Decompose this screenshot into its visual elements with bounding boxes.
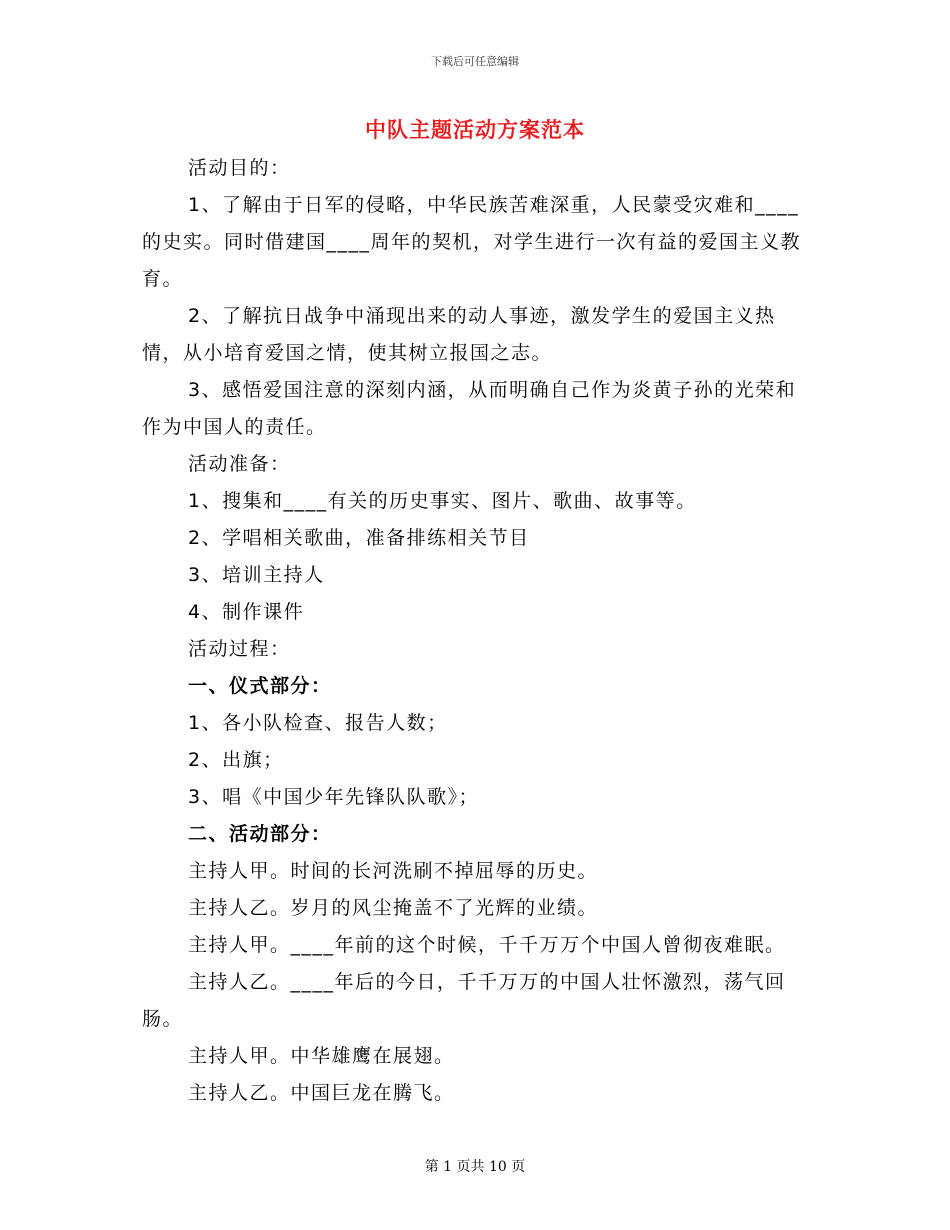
paragraph-purpose-2: 2、了解抗日战争中涌现出来的动人事迹，激发学生的爱国主义热情，从小培育爱国之情，使其树立报国之志。 <box>142 305 776 364</box>
document-body <box>142 150 810 1112</box>
paragraph-ceremony-2: 2、出旗； <box>188 749 284 771</box>
paragraph-purpose-heading: 活动目的： <box>188 157 291 179</box>
paragraph-host-line-5: 主持人甲。中华雄鹰在展翅。 <box>188 1045 455 1067</box>
paragraph-preparation-3: 3、培训主持人 <box>188 564 325 586</box>
paragraph-process-heading: 活动过程： <box>188 638 291 660</box>
paragraph-ceremony-1: 1、各小队检查、报告人数； <box>188 712 448 734</box>
section-heading-ceremony: 一、仪式部分： <box>188 675 332 697</box>
paragraph-host-line-6: 主持人乙。中国巨龙在腾飞。 <box>188 1082 455 1104</box>
paragraph-purpose-1: 1、了解由于日军的侵略，中华民族苦难深重，人民蒙受灾难和____的史实。同时借建国____周年的契机，对学生进行一次有益的爱国主义教育。 <box>142 194 802 290</box>
page-number: 第 1 页共 10 页 <box>424 1159 526 1175</box>
paragraph-preparation-heading: 活动准备： <box>188 453 291 475</box>
paragraph-host-line-1: 主持人甲。时间的长河洗刷不掉屈辱的历史。 <box>188 860 599 882</box>
paragraph-ceremony-3: 3、唱《中国少年先锋队队歌》； <box>188 786 480 808</box>
header-note: 下载后可任意编辑 <box>431 55 519 68</box>
paragraph-host-line-3: 主持人甲。____年前的这个时候，千千万万个中国人曾彻夜难眠。 <box>188 934 786 956</box>
section-heading-activity: 二、活动部分： <box>188 823 332 845</box>
document-title: 中队主题活动方案范本 <box>365 118 585 142</box>
paragraph-host-line-4: 主持人乙。____年后的今日，千千万万的中国人壮怀激烈，荡气回肠。 <box>142 971 786 1030</box>
paragraph-purpose-3: 3、感悟爱国注意的深刻内涵，从而明确自己作为炎黄子孙的光荣和作为中国人的责任。 <box>142 379 797 438</box>
paragraph-preparation-1: 1、搜集和____有关的历史事实、图片、歌曲、故事等。 <box>188 490 697 512</box>
paragraph-host-line-2: 主持人乙。岁月的风尘掩盖不了光辉的业绩。 <box>188 897 599 919</box>
paragraph-preparation-2: 2、学唱相关歌曲，准备排练相关节目 <box>188 527 530 549</box>
paragraph-preparation-4: 4、制作课件 <box>188 601 305 623</box>
